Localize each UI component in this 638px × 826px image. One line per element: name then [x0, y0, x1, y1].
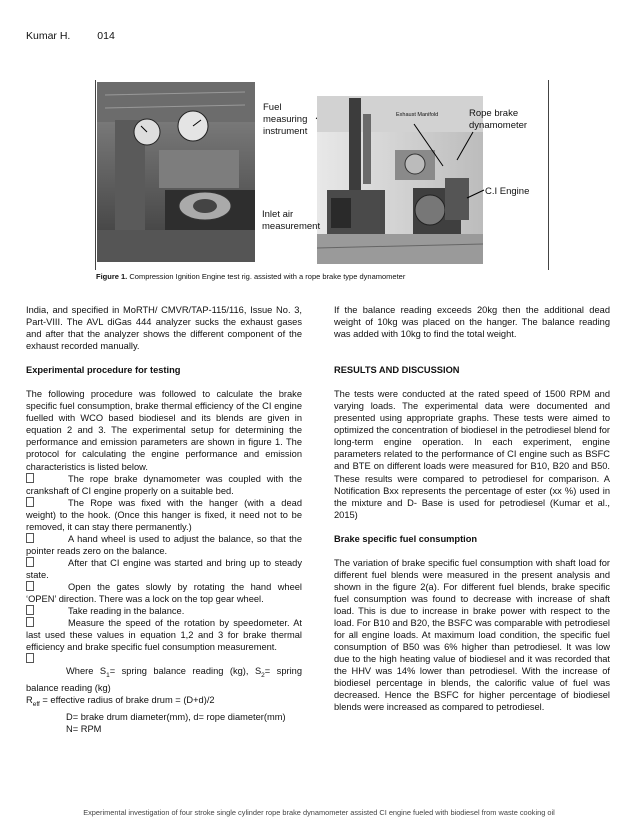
label-inlet-1: Inlet air — [262, 209, 294, 220]
list-item: Measure the speed of the rotation by speedometer. At last used these values in equation 1,2 and 3 for brake thermal efficiency and brake specific fuel consumption measurement. — [26, 618, 302, 653]
where-line: Where $S_1=$ spring balance reading (kg), $S_2=$ spring balance reading (kg) — [26, 666, 302, 694]
running-header — [26, 30, 139, 42]
left-paragraph-1: India, and specified in MoRTH/ CMVR/TAP-115/116, Issue No. 3, Part-VIII. The AVL diGas 444 analyzer sucks the exhaust gases and after that the analyzer shows the different component of the exhaust recorded manually. — [26, 305, 302, 352]
label-fuel-1: Fuel — [263, 102, 282, 113]
empty-list-item — [26, 653, 302, 665]
svg-text:Fuel measuring ins — [262, 102, 320, 232]
bullet-box-icon — [26, 605, 34, 615]
heading-experimental-procedure: Experimental procedure for testing — [26, 365, 181, 376]
list-item: The rope brake dynamometer was coupled with the crankshaft of CI engine properly on a suitable bed. — [26, 473, 302, 496]
bullet-box-icon — [26, 557, 34, 567]
right-column — [334, 304, 610, 713]
bullet-box-icon — [26, 497, 34, 507]
header-author: Kumar H. — [26, 30, 71, 42]
left-column — [26, 304, 302, 735]
bullet-box-icon — [26, 617, 34, 627]
heading-results-discussion: RESULTS AND DISCUSSION — [334, 365, 460, 376]
bullet-box-icon — [26, 473, 34, 483]
running-footer: Experimental investigation of four stroke single cylinder rope brake dynamometer assisted CI engine fueled with biodiesel from waste cooking oil — [83, 808, 555, 817]
engine-test-rig-photo — [95, 80, 549, 265]
list-item: The Rope was fixed with the hanger (with a dead weight) to the hook. (Once this hanger is fixed, it need not to be removed, it can stay there permanently.) — [26, 497, 302, 532]
right-paragraph-2: The tests were conducted at the rated speed of 1500 RPM and varying loads. The experimental data were documented and presented using appropriate graphs. These tests were aimed to optimized the concentration of biodiesel in the petrodiesel blend for long-term engine operation. In each experiment, engine parameters related to the performance of CI engine such as BSFC and BTE on different loads were measured for B10, B20 and B50. These results were compared to petrodiesel for comparison. A Notification Bxx represents the percentage of ester (xx %) used in the mixture and D- Base is used for petrodiesel (Kumar et al., 2015) — [334, 389, 610, 520]
list-item: Open the gates slowly by rotating the hand wheel ‘OPEN’ direction. There was a lock on the top gear wheel. — [26, 581, 302, 605]
bullet-box-icon — [26, 533, 34, 543]
diameter-line: D= brake drum diameter(mm), d= rope diameter(mm) — [66, 712, 286, 723]
caption-label: Figure 1. — [96, 272, 128, 281]
caption-text: Compression Ignition Engine test rig. assisted with a rope brake type dynamometer — [129, 272, 406, 281]
left-paragraph-2: The following procedure was followed to calculate the brake specific fuel consumption, brake thermal efficiency of the CI engine fuelled with WCO based biodiesel and its blends are given in equation 2 and 3. The experimental setup for determining the performance and emission parameters are shown in figure 1. The protocol for calculating the engine performance and emission characteristics is listed below. — [26, 389, 302, 472]
bullet-box-icon — [26, 653, 34, 663]
list-item: After that CI engine was started and bring up to steady state. — [26, 557, 302, 580]
label-fuel-3: instrument — [263, 126, 308, 137]
reff-line: $R_{eff}$ = effective radius of brake drum = (D+d)/2 — [26, 695, 215, 709]
brake-drum — [415, 195, 445, 225]
label-engine: C.I Engine — [485, 186, 530, 197]
label-rope-1: Rope brake — [469, 108, 519, 119]
figure-1 — [95, 80, 549, 265]
header-page-number: 014 — [97, 30, 115, 42]
list-item: A hand wheel is used to adjust the balance, so that the pointer reads zero on the balance. — [26, 533, 302, 556]
list-item: Take reading in the balance. — [26, 605, 302, 617]
right-paragraph-1: If the balance reading exceeds 20kg then the additional dead weight of 10kg was placed on the hanger. The balance reading was added with 10kg to find the total weight. — [334, 305, 610, 340]
label-exhaust: Exhaust Manifold — [396, 112, 439, 118]
bullet-box-icon — [26, 581, 34, 591]
label-fuel-2: measuring — [263, 114, 308, 125]
label-inlet-2: measurement — [262, 221, 321, 232]
right-paragraph-3: The variation of brake specific fuel consumption with shaft load for different fuel blends were measured in the present analysis and shown in the figure 2(a). For different fuel blends, brake specific fuel consumption was found to decrease with increase of shaft load. This is due to increase in brake power with respect to the load. For B10 and B20, the BSFC was comparable with petrodiesel for all engine loads. At maximum load condition, the specific fuel consumption of B50 was 6% higher than petrodiesel. It was low due to the high heating value of biodiesel and it was recorded that the HHV was 14% lower than petrodiesel. With the increase of biodiesel percentage in blends, the calorific value of fuel was decreased. Hence the BSFC for higher percentage of biodiesel blends were increased as compared to petrodiesel. — [334, 557, 610, 713]
heading-bsfc: Brake specific fuel consumption — [334, 533, 478, 544]
label-rope-2: dynamometer — [469, 120, 528, 131]
figure-caption — [96, 272, 405, 281]
rpm-line: N= RPM — [66, 724, 102, 735]
